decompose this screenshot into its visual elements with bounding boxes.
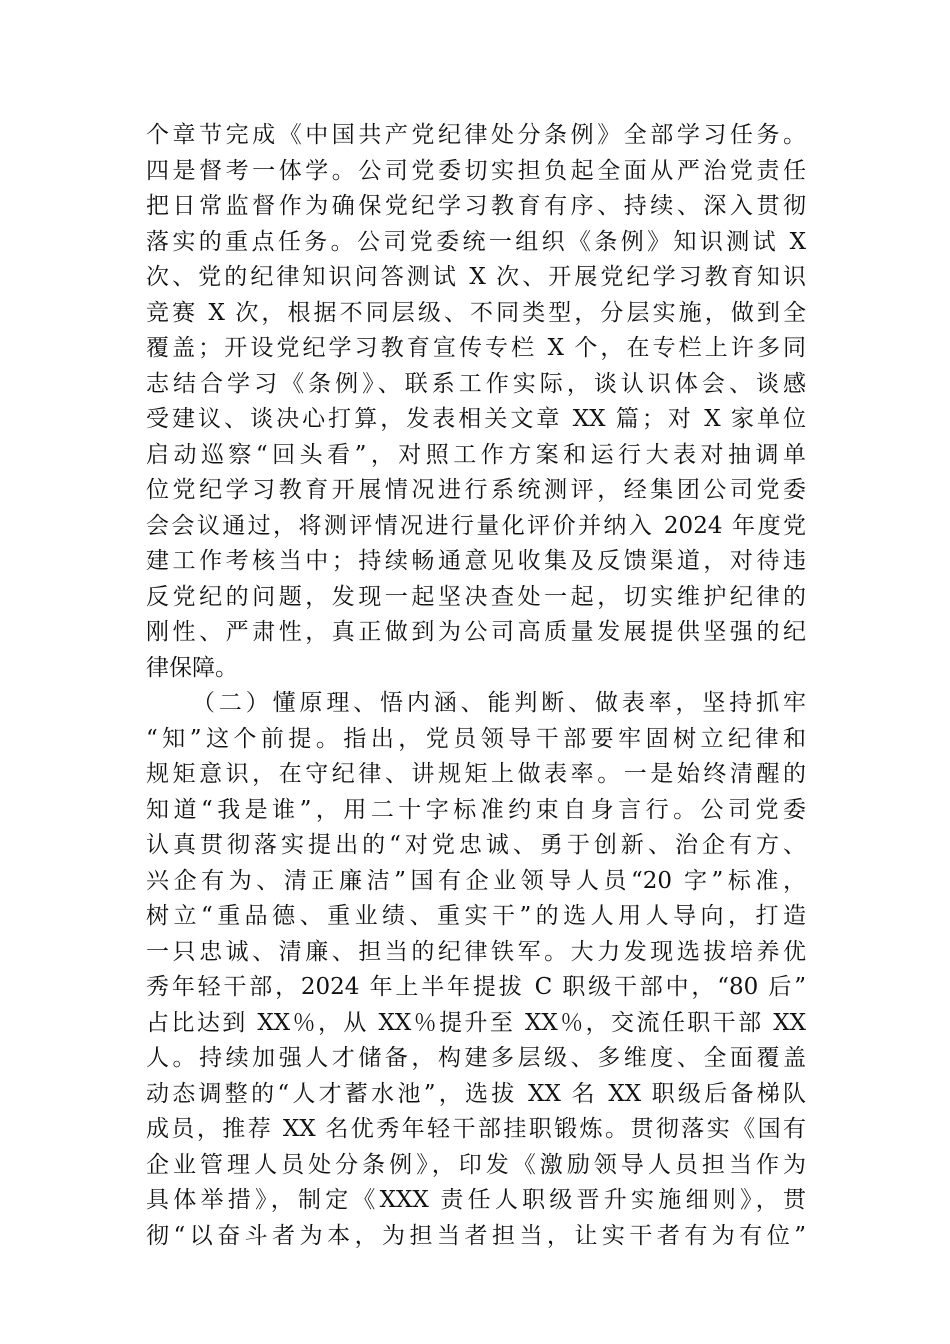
text-line: 人。持续加强人才储备，构建多层级、多维度、全面覆盖	[146, 1045, 806, 1071]
text-line: 会会议通过，将测评情况进行量化评价并纳入 2024 年度党	[146, 512, 806, 539]
document-body-text	[146, 118, 806, 1254]
text-line: 次、党的纪律知识问答测试 X 次、开展党纪学习教育知识	[146, 264, 806, 290]
text-line: 律保障。	[146, 654, 238, 681]
text-line: 成员，推荐 XX 名优秀年轻干部挂职锻炼。贯彻落实《国有	[146, 1116, 806, 1142]
text-line: 规矩意识，在守纪律、讲规矩上做表率。一是始终清醒的	[146, 761, 806, 787]
text-line: 动态调整的“人才蓄水池”，选拔 XX 名 XX 职级后备梯队	[146, 1080, 806, 1107]
text-line: 落实的重点任务。公司党委统一组织《条例》知识测试 X	[146, 228, 806, 255]
text-line: 受建议、谈决心打算，发表相关文章 XX 篇；对 X 家单位	[146, 406, 806, 432]
text-line: 反党纪的问题，发现一起坚决查处一起，切实维护纪律的	[146, 583, 806, 610]
text-line: 树立“重品德、重业绩、重实干”的选人用人导向，打造	[146, 903, 806, 929]
text-line: 一只忠诚、清廉、担当的纪律铁军。大力发现选拔培养优	[146, 938, 806, 965]
text-line: 建工作考核当中；持续畅通意见收集及反馈渠道，对待违	[146, 548, 806, 574]
text-line: “知”这个前提。指出，党员领导干部要牢固树立纪律和	[146, 725, 806, 752]
text-line: 彻“以奋斗者为本，为担当者担当，让实干者有为有位”	[146, 1222, 806, 1249]
text-line: 占比达到 XX％，从 XX％提升至 XX％，交流任职干部 XX	[146, 1009, 806, 1036]
text-line: 志结合学习《条例》、联系工作实际，谈认识体会、谈感	[146, 370, 806, 397]
text-line: 四是督考一体学。公司党委切实担负起全面从严治党责任	[146, 157, 806, 184]
text-line: 位党纪学习教育开展情况进行系统测评，经集团公司党委	[146, 477, 806, 503]
paragraph-heading-line: （二）懂原理、悟内涵、能判断、做表率，坚持抓牢	[192, 690, 806, 716]
text-line: 个章节完成《中国共产党纪律处分条例》全部学习任务。	[146, 122, 806, 148]
text-line: 具体举措》，制定《XXX 责任人职级晋升实施细则》，贯	[146, 1187, 806, 1213]
text-line: 竞赛 X 次，根据不同层级、不同类型，分层实施，做到全	[146, 299, 806, 326]
text-line: 认真贯彻落实提出的“对党忠诚、勇于创新、治企有方、	[146, 832, 806, 858]
text-line: 秀年轻干部，2024 年上半年提拔 C 职级干部中，“80 后”	[146, 974, 806, 1000]
text-line: 企业管理人员处分条例》，印发《激励领导人员担当作为	[146, 1151, 806, 1178]
text-line: 启动巡察“回头看”，对照工作方案和运行大表对抽调单	[146, 441, 806, 468]
text-line: 覆盖；开设党纪学习教育宣传专栏 X 个，在专栏上许多同	[146, 335, 806, 361]
text-line: 兴企有为、清正廉洁”国有企业领导人员“20 字”标准，	[146, 867, 806, 894]
text-line: 刚性、严肃性，真正做到为公司高质量发展提供坚强的纪	[146, 619, 806, 645]
text-line: 把日常监督作为确保党纪学习教育有序、持续、深入贯彻	[146, 193, 806, 219]
text-line: 知道“我是谁”，用二十字标准约束自身言行。公司党委	[146, 796, 806, 823]
